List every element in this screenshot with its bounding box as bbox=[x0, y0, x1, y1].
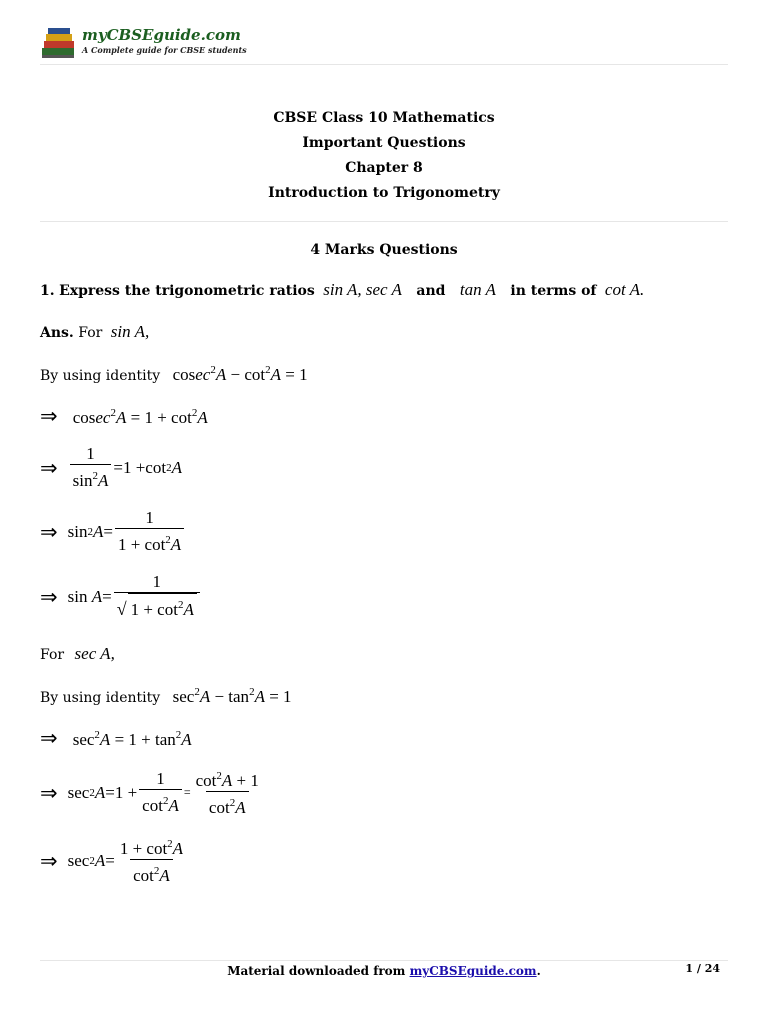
step-1 bbox=[40, 404, 208, 428]
fraction: $\frac{1 + \cot^2A}{\cot^2A}$ bbox=[119, 838, 184, 885]
fraction: $\frac{\cot^2A + 1}{\cot^2A}$ bbox=[195, 770, 259, 817]
step-7-eq: sec 2 A = $\frac{1 + \cot^2A}{\cot^2A}$ bbox=[68, 834, 188, 887]
question-text-c: in terms of bbox=[510, 283, 597, 299]
implies-icon: ⇒ bbox=[40, 404, 58, 428]
step-1-eq: $cosec^2A = 1 + \cot^2A$ bbox=[72, 407, 208, 427]
section-heading: 4 Marks Questions bbox=[310, 242, 458, 258]
answer-intro bbox=[40, 322, 149, 342]
question-text-a: Express the trigonometric ratios bbox=[59, 283, 315, 299]
step-6-eq: sec 2 A = 1 + $\frac{1}{\cot^2A}$ = $\frac{\cot^2A + 1}{\cot^2A}$ bbox=[68, 766, 264, 819]
answer-for-1: For bbox=[78, 325, 103, 341]
footer-suffix: . bbox=[536, 964, 541, 978]
header-divider bbox=[40, 64, 728, 65]
implies-icon: ⇒ bbox=[40, 584, 58, 609]
implies-icon: ⇒ bbox=[40, 520, 58, 544]
title-line-3: Chapter 8 bbox=[345, 160, 423, 176]
footer-prefix: Material downloaded from bbox=[227, 964, 410, 978]
implies-icon: ⇒ bbox=[40, 780, 58, 805]
answer-for-2: For bbox=[40, 647, 65, 663]
step-6 bbox=[40, 766, 264, 819]
title-line-1: CBSE Class 10 Mathematics bbox=[273, 110, 495, 126]
identity-2-label: By using identity bbox=[40, 690, 161, 706]
identity-1 bbox=[40, 364, 308, 385]
step-4-eq: sin A = $\frac{1}{√ 1 + \cot^2A}$ bbox=[68, 572, 202, 621]
step-7 bbox=[40, 834, 188, 887]
question-text-b: and bbox=[416, 283, 446, 299]
identity-2-eq: $\sec^2A - \tan^2A = 1$ bbox=[172, 686, 292, 706]
step-5-eq: $\sec^2A = 1 + \tan^2A$ bbox=[72, 729, 192, 749]
step-2 bbox=[40, 444, 182, 492]
identity-2 bbox=[40, 686, 292, 707]
logo-name: myCBSEguide.com bbox=[82, 26, 241, 44]
question-number: 1. bbox=[40, 283, 55, 299]
question-math-c: cot A. bbox=[604, 280, 645, 299]
implies-icon: ⇒ bbox=[40, 456, 58, 480]
footer-text bbox=[0, 964, 768, 978]
identity-1-eq: $cosec^2A - \cot^2A = 1$ bbox=[172, 364, 308, 384]
logo bbox=[40, 26, 250, 60]
identity-1-label: By using identity bbox=[40, 368, 161, 384]
step-4 bbox=[40, 572, 202, 621]
title-line-2: Important Questions bbox=[302, 135, 466, 151]
answer-for-2-line bbox=[40, 644, 115, 664]
fraction: $\frac{1}{√ 1 + \cot^2A}$ bbox=[114, 572, 200, 621]
question-math-b: tan A bbox=[459, 280, 496, 299]
step-3-eq: sin 2 A = $\frac{1}{1 + \cot^2A}$ bbox=[68, 508, 187, 556]
implies-icon: ⇒ bbox=[40, 848, 58, 873]
step-3 bbox=[40, 508, 186, 556]
footer-divider bbox=[40, 960, 728, 961]
answer-for-2-math: sec A, bbox=[74, 644, 115, 663]
sqrt-icon: √ bbox=[116, 599, 127, 619]
implies-icon: ⇒ bbox=[40, 726, 58, 750]
books-icon bbox=[40, 26, 78, 60]
fraction: $\frac{1}{\sin^2A}$ bbox=[70, 444, 112, 492]
title-line-4: Introduction to Trigonometry bbox=[268, 185, 500, 201]
question bbox=[40, 280, 644, 300]
fraction: $\frac{1}{1 + \cot^2A}$ bbox=[115, 508, 184, 556]
answer-label: Ans. bbox=[40, 325, 74, 341]
question-math-a: sin A, sec A bbox=[323, 280, 402, 299]
step-2-eq: $\frac{1}{\sin^2A}$ = 1 + cot 2 A bbox=[68, 444, 182, 492]
page-number: 1 / 24 bbox=[685, 962, 720, 975]
footer-link[interactable]: myCBSEguide.com bbox=[409, 964, 537, 978]
title-divider bbox=[40, 221, 728, 222]
logo-tagline: A Complete guide for CBSE students bbox=[82, 45, 247, 55]
step-5 bbox=[40, 726, 192, 750]
answer-for-1-math: sin A, bbox=[110, 322, 150, 341]
fraction: $\frac{1}{\cot^2A}$ bbox=[139, 769, 182, 817]
